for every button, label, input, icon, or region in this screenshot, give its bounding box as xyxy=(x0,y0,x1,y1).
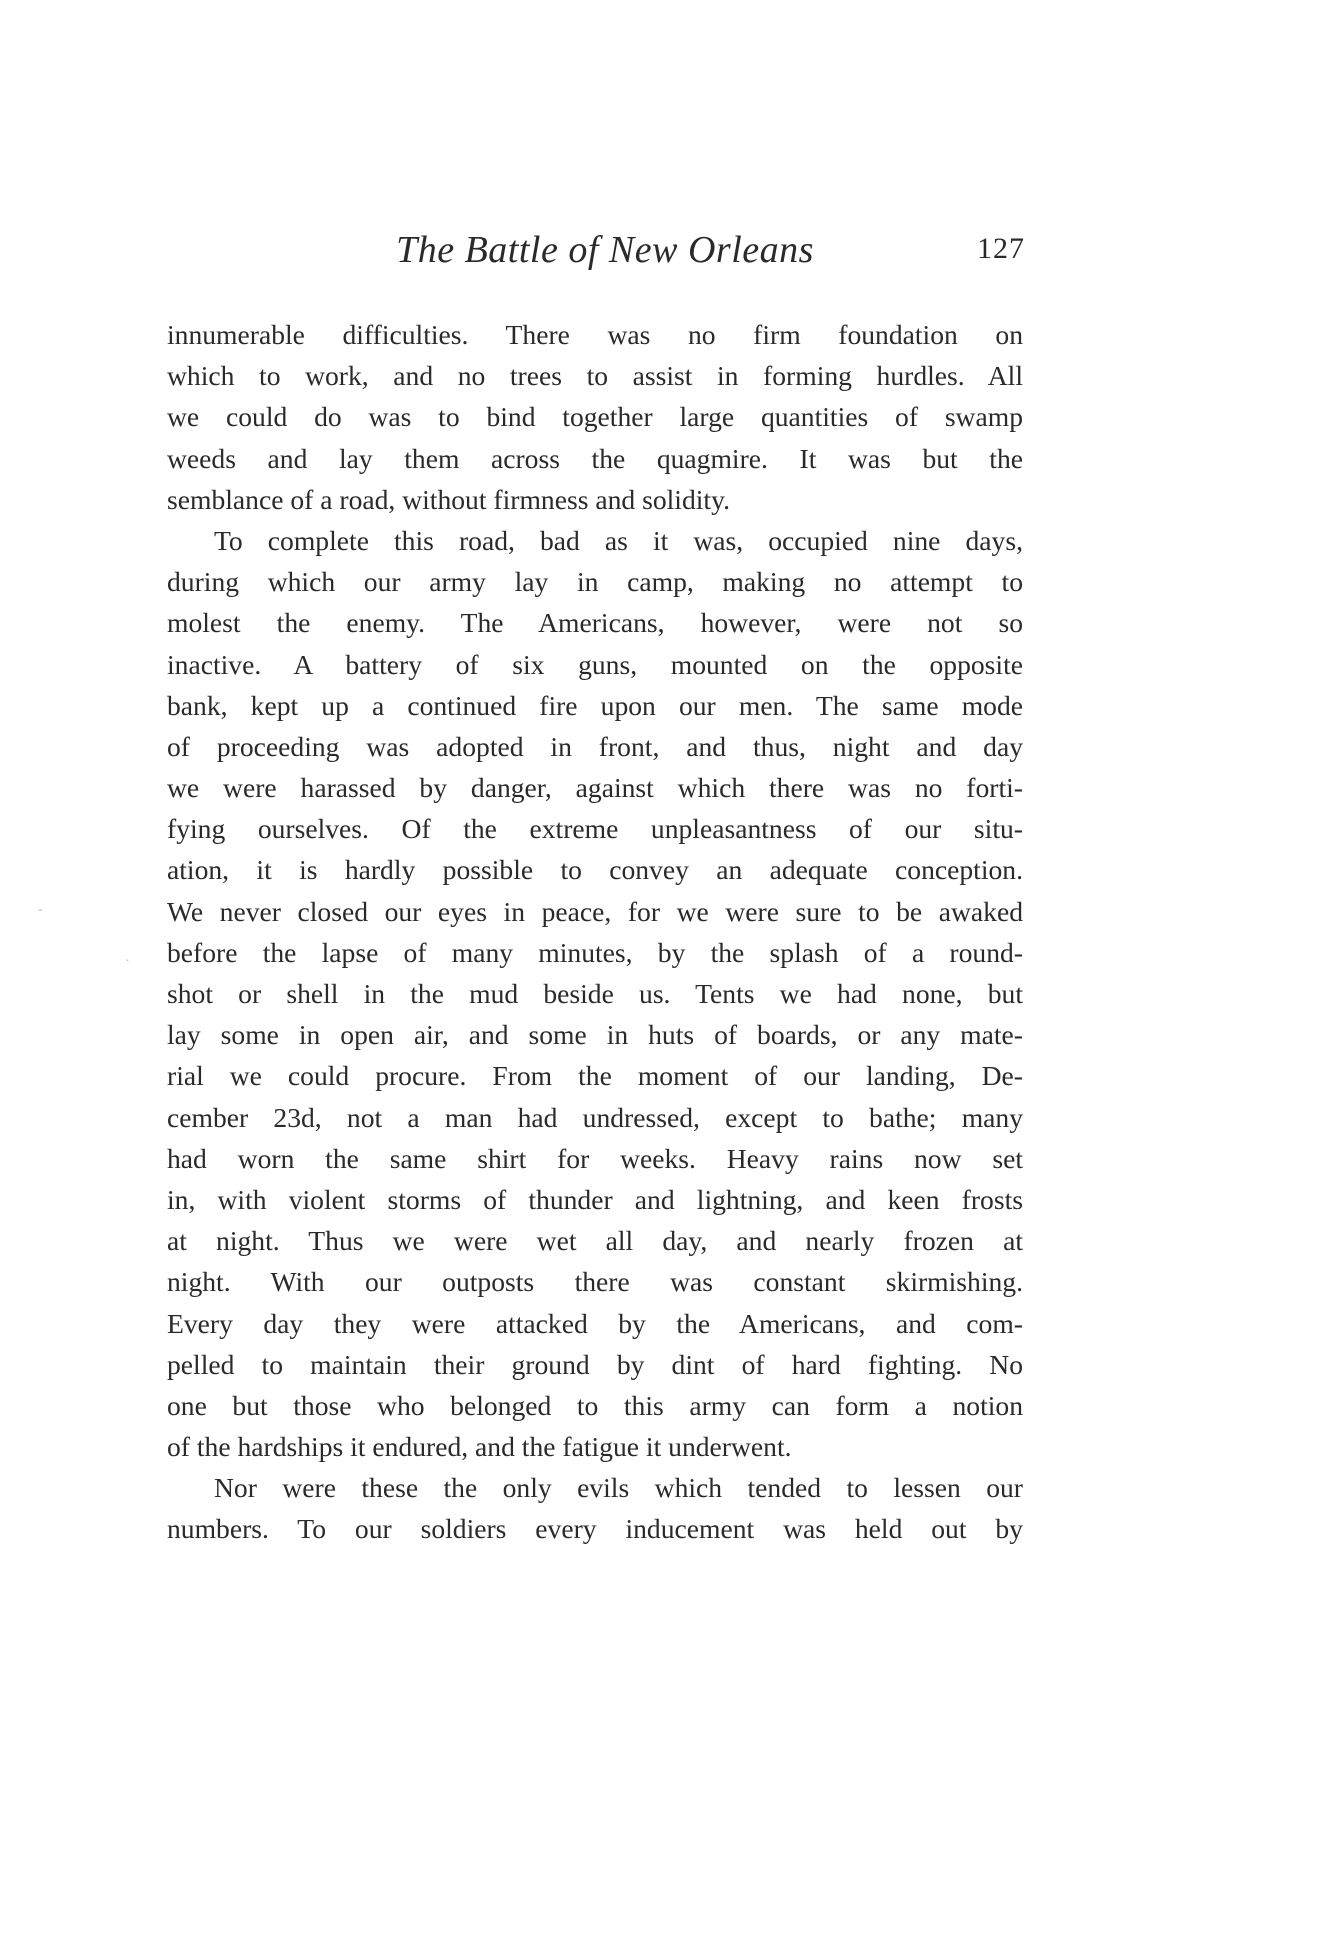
text-line: had worn the same shirt for weeks. Heavy rains now set xyxy=(167,1142,1023,1174)
text-line: inactive. A battery of six guns, mounted on the opposite xyxy=(167,648,1023,680)
text-line: at night. Thus we were wet all day, and nearly frozen at xyxy=(167,1225,1023,1257)
text-line: bank, kept up a continued fire upon our men. The same mode xyxy=(167,689,1023,721)
text-line: ation, it is hardly possible to convey an adequate conception. xyxy=(167,854,1023,886)
text-line: of proceeding was adopted in front, and thus, night and day xyxy=(167,730,1023,762)
text-line: We never closed our eyes in peace, for we were sure to be awaked xyxy=(167,895,1023,927)
text-line: rial we could procure. From the moment of our landing, De- xyxy=(167,1060,1023,1092)
text-line: we could do was to bind together large quantities of swamp xyxy=(167,401,1023,433)
text-line: innumerable difficulties. There was no firm foundation on xyxy=(167,319,1023,350)
text-line: semblance of a road, without firmness and solidity. xyxy=(167,483,730,515)
running-head xyxy=(165,228,1025,278)
body-text xyxy=(167,314,1023,1550)
text-line: Every day they were attacked by the Americans, and com- xyxy=(167,1307,1023,1339)
paragraph xyxy=(167,520,1023,1467)
text-line: numbers. To our soldiers every inducement was held out by xyxy=(167,1513,1023,1545)
text-line: which to work, and no trees to assist in forming hurdles. All xyxy=(167,360,1023,392)
text-line: molest the enemy. The Americans, however, were not so xyxy=(167,607,1023,639)
text-line: during which our army lay in camp, making no attempt to xyxy=(167,566,1023,598)
text-line: cember 23d, not a man had undressed, except to bathe; many xyxy=(167,1101,1023,1133)
text-line: fying ourselves. Of the extreme unpleasantness of our situ- xyxy=(167,813,1023,845)
text-line: pelled to maintain their ground by dint of hard fighting. No xyxy=(167,1348,1023,1380)
text-line: shot or shell in the mud beside us. Tents we had none, but xyxy=(167,978,1023,1009)
text-line: in, with violent storms of thunder and lightning, and keen frosts xyxy=(167,1183,1023,1215)
text-line: one but those who belonged to this army can form a notion xyxy=(167,1389,1023,1421)
margin-speck: - xyxy=(38,902,43,917)
text-line: To complete this road, bad as it was, occupied nine days, xyxy=(214,524,1023,556)
margin-speck: ` xyxy=(125,958,130,973)
text-line: of the hardships it endured, and the fatigue it underwent. xyxy=(167,1431,792,1463)
page-number: 127 xyxy=(977,232,1025,265)
text-line: weeds and lay them across the quagmire. It was but the xyxy=(167,442,1023,474)
paragraph xyxy=(167,1467,1023,1549)
text-line: night. With our outposts there was constant skirmishing. xyxy=(167,1266,1023,1298)
paragraph xyxy=(167,314,1023,520)
text-line: Nor were these the only evils which tended to lessen our xyxy=(214,1472,1023,1504)
text-line: before the lapse of many minutes, by the splash of a round- xyxy=(167,936,1023,968)
text-line: lay some in open air, and some in huts of boards, or any mate- xyxy=(167,1019,1023,1051)
text-line: we were harassed by danger, against which there was no forti- xyxy=(167,772,1023,804)
running-title: The Battle of New Orleans xyxy=(396,229,814,271)
